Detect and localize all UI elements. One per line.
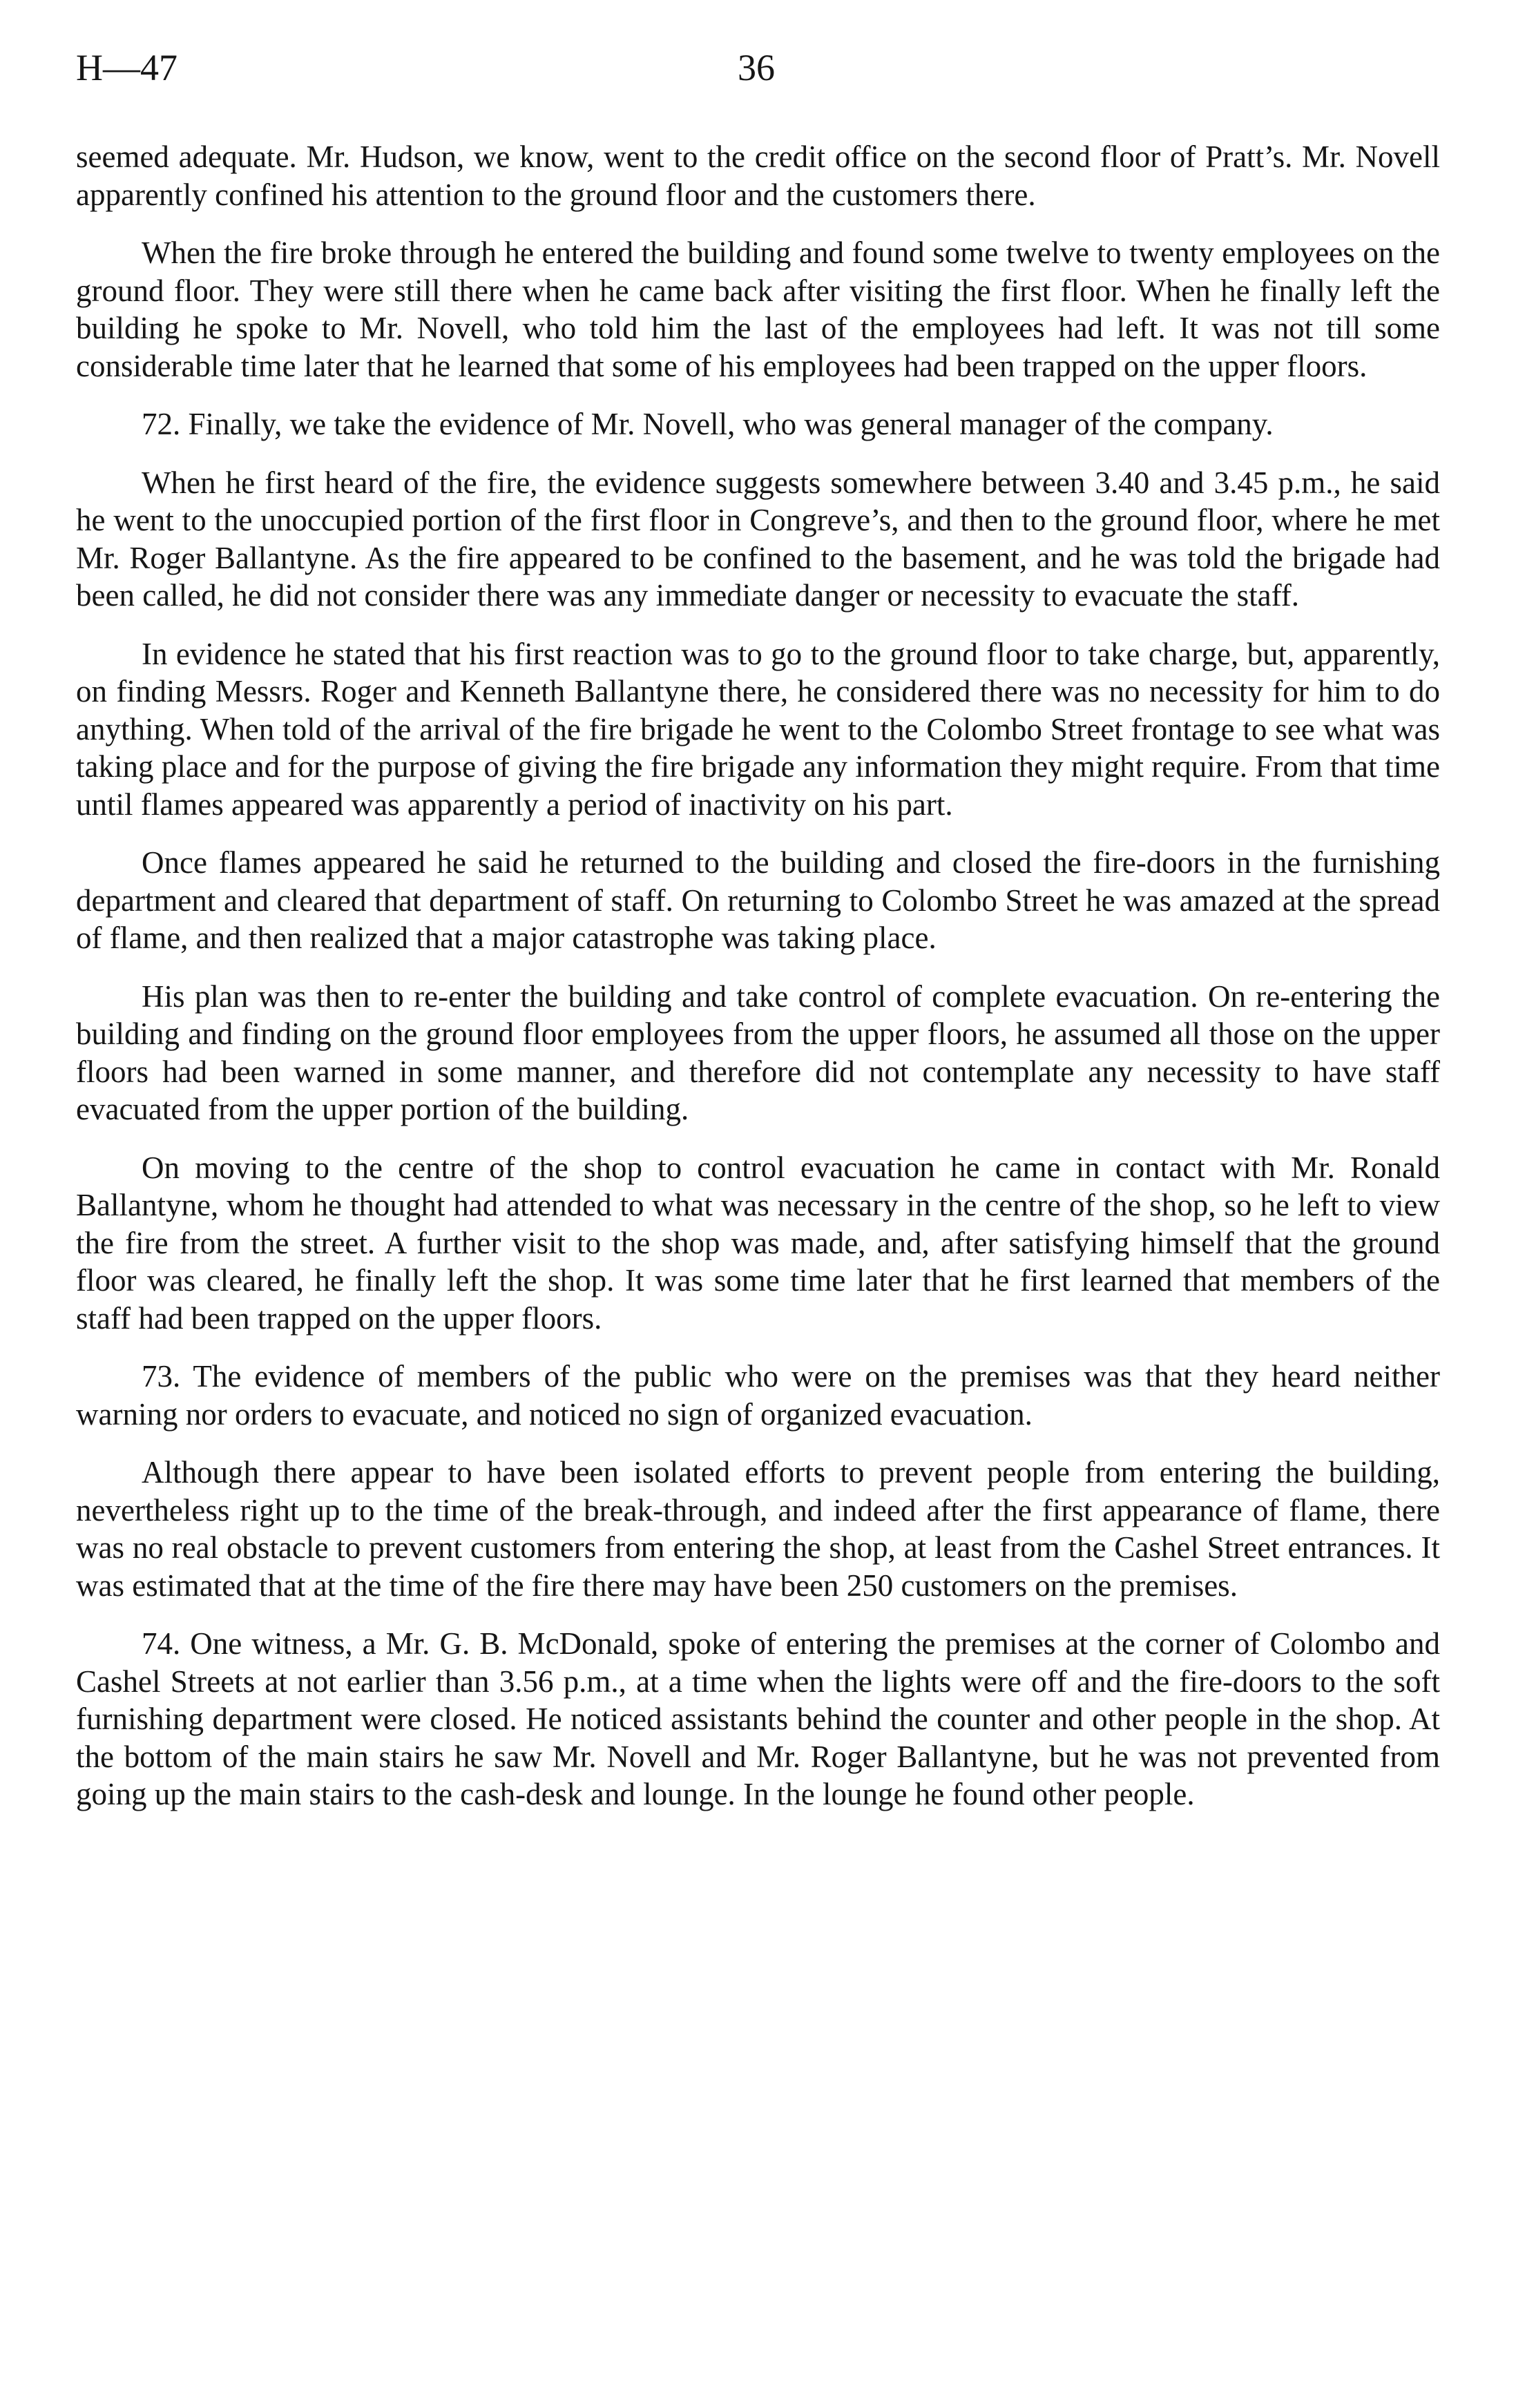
paragraph: Although there appear to have been isolated efforts to prevent people from entering the building, nevertheless right up to the time of the break-through, and indeed after the first appearance of flame, there was no real obstacle to prevent customers from entering the shop, at least from the Cashel Street entrances. It was estimated that at the time of the fire there may have been 250 customers on the premises. [76, 1455, 1440, 1603]
paragraph-section-72: 72. Finally, we take the evidence of Mr. Novell, who was general manager of the company. [142, 407, 1274, 441]
page-number: 36 [738, 47, 775, 88]
paragraph-section-74: 74. One witness, a Mr. G. B. McDonald, spoke of entering the premises at the corner of Colombo and Cashel Streets at not earlier than 3.56 p.m., at a time when the lights were off and the fire-doors to the soft furnishing department were closed. He noticed assistants behind the counter and other people in the shop. At the bottom of the main stairs he saw Mr. Novell and Mr. Roger Ballantyne, but he was not prevented from going up the main stairs to the cash-desk and lounge. In the lounge he found other people. [76, 1626, 1440, 1811]
report-reference: H—47 [76, 47, 177, 88]
paragraph: On moving to the centre of the shop to control evacuation he came in contact with Mr. Ronald Ballantyne, whom he thought had attended to what was necessary in the centre of the shop, so he left to view the fire from the street. A further visit to the shop was made, and, after satisfying himself that the ground floor was cleared, he finally left the shop. It was some time later that he first learned that members of the staff had been trapped on the upper floors. [76, 1150, 1440, 1336]
running-header [76, 40, 1440, 95]
paragraph: When he first heard of the fire, the evidence suggests somewhere between 3.40 and 3.45 p.m., he said he went to the unoccupied portion of the first floor in Congreve’s, and then to the ground floor, where he met Mr. Roger Ballantyne. As the fire appeared to be confined to the basement, and he was told the brigade had been called, he did not consider there was any immediate danger or necessity to evacuate the staff. [76, 465, 1440, 613]
body-text [76, 138, 1440, 1834]
paragraph: His plan was then to re-enter the building and take control of complete evacuation. On re-entering the building and finding on the ground floor employees from the upper floors, he assumed all those on the upper floors had been warned in some manner, and therefore did not contemplate any necessity to have staff evacuated from the upper portion of the building. [76, 979, 1440, 1126]
paragraph: Once flames appeared he said he returned to the building and closed the fire-doors in the furnishing department and cleared that department of staff. On returning to Colombo Street he was amazed at the spread of flame, and then realized that a major catastrophe was taking place. [76, 845, 1440, 955]
paragraph-section-73: 73. The evidence of members of the public who were on the premises was that they heard neither warning nor orders to evacuate, and noticed no sign of organized evacuation. [76, 1359, 1440, 1432]
paragraph: When the fire broke through he entered the building and found some twelve to twenty employees on the ground floor. They were still there when he came back after visiting the first floor. When he finally left the building he spoke to Mr. Novell, who told him the last of the employees had left. It was not till some considerable time later that he learned that some of his employees had been trapped on the upper floors. [76, 235, 1440, 383]
paragraph: In evidence he stated that his first reaction was to go to the ground floor to take charge, but, apparently, on finding Messrs. Roger and Kenneth Ballantyne there, he considered there was no necessity for him to do anything. When told of the arrival of the fire brigade he went to the Colombo Street frontage to see what was taking place and for the purpose of giving the fire brigade any information they might require. From that time until flames appeared was apparently a period of inactivity on his part. [76, 636, 1440, 822]
paragraph-continued: seemed adequate. Mr. Hudson, we know, went to the credit office on the second floor of Pratt’s. Mr. Novell apparently confined his attention to the ground floor and the customers there. [76, 139, 1440, 212]
